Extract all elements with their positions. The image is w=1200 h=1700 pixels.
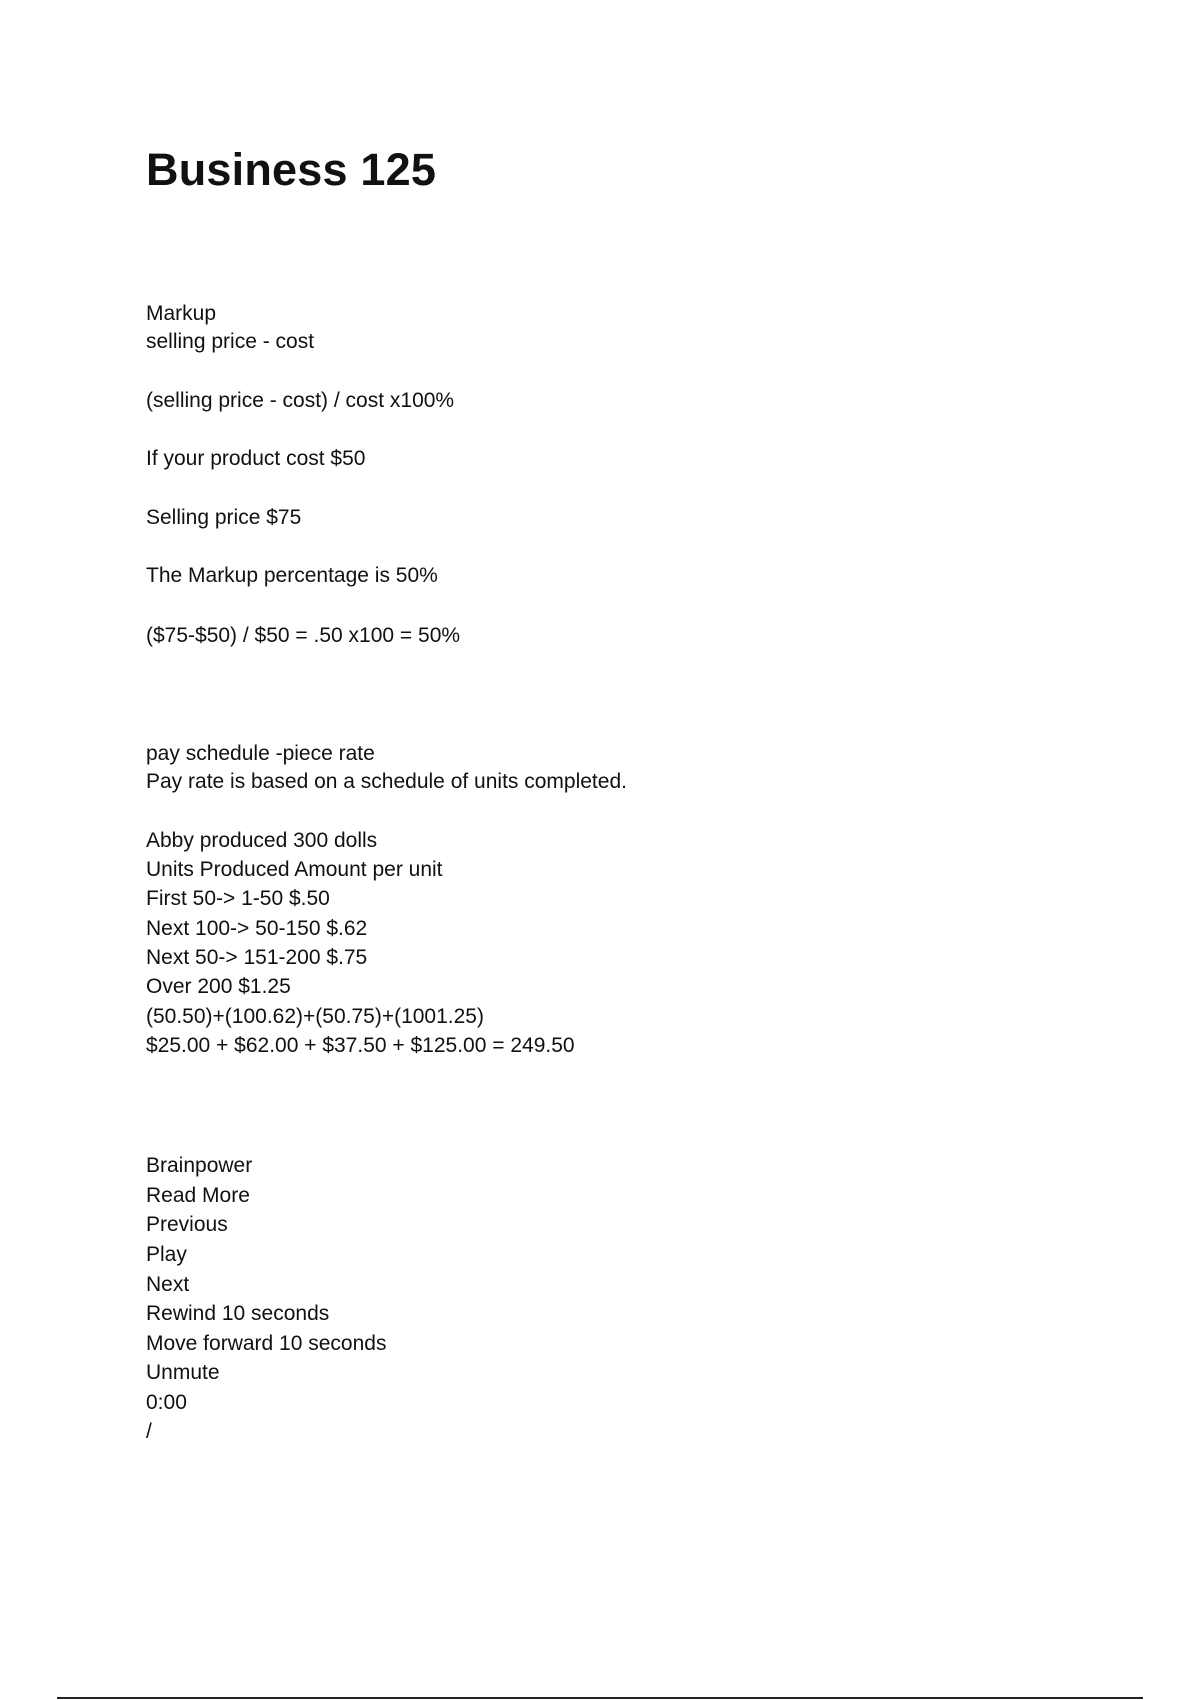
forward-button[interactable]: Move forward 10 seconds — [146, 1332, 387, 1355]
piece-rate-row: Next 50-> 151-200 $.75 — [146, 946, 368, 969]
previous-button[interactable]: Previous — [146, 1213, 228, 1236]
markup-example-cost: If your product cost $50 — [146, 447, 366, 470]
piece-rate-calc-line-2: $25.00 + $62.00 + $37.50 + $125.00 = 249.50 — [146, 1034, 575, 1057]
piece-rate-table-header: Units Produced Amount per unit — [146, 858, 443, 881]
next-button[interactable]: Next — [146, 1273, 190, 1296]
markup-example-price: Selling price $75 — [146, 506, 302, 529]
piece-rate-calc-line-1: (50.50)+(100.62)+(50.75)+(1001.25) — [146, 1005, 484, 1028]
markup-formula: (selling price - cost) / cost x100% — [146, 389, 455, 412]
time-separator: / — [146, 1420, 152, 1443]
current-time: 0:00 — [146, 1391, 187, 1414]
rewind-button[interactable]: Rewind 10 seconds — [146, 1302, 330, 1325]
brand-label: Brainpower — [146, 1154, 253, 1177]
unmute-button[interactable]: Unmute — [146, 1361, 220, 1384]
piece-rate-definition: Pay rate is based on a schedule of units completed. — [146, 770, 627, 793]
page-title: Business 125 — [146, 144, 437, 195]
markup-example-result: The Markup percentage is 50% — [146, 564, 438, 587]
piece-rate-heading: pay schedule -piece rate — [146, 742, 375, 765]
piece-rate-row: Over 200 $1.25 — [146, 975, 291, 998]
markup-example-calc: ($75-$50) / $50 = .50 x100 = 50% — [146, 624, 461, 647]
read-more-link[interactable]: Read More — [146, 1184, 250, 1207]
markup-definition: selling price - cost — [146, 330, 315, 353]
markup-heading: Markup — [146, 302, 217, 325]
piece-rate-row: First 50-> 1-50 $.50 — [146, 887, 330, 910]
piece-rate-row: Next 100-> 50-150 $.62 — [146, 917, 368, 940]
footer-rule — [57, 1697, 1143, 1699]
play-button[interactable]: Play — [146, 1243, 187, 1266]
piece-rate-example-intro: Abby produced 300 dolls — [146, 829, 378, 852]
